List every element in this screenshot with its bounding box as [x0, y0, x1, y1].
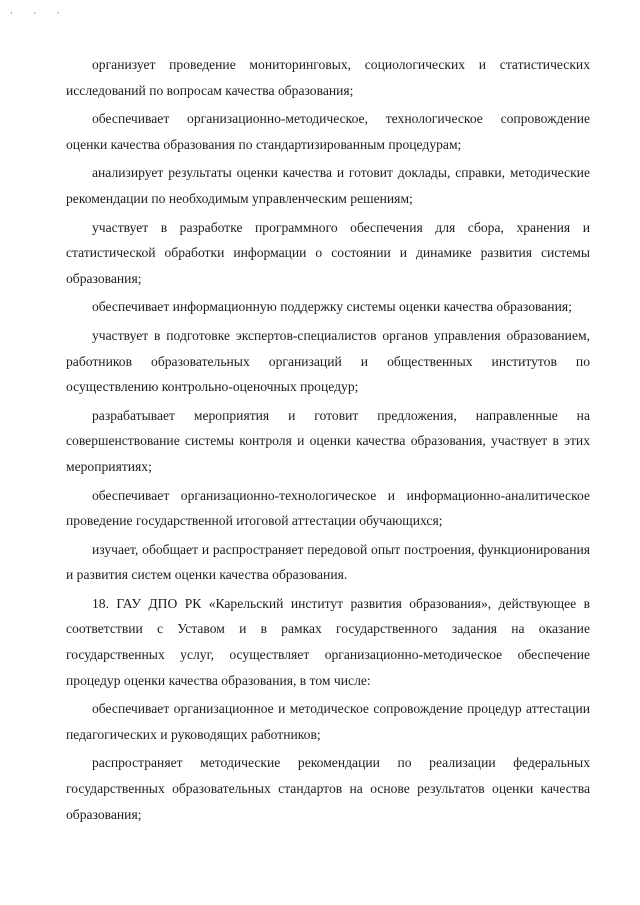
list-item: участвует в разработке программного обеспечения для сбора, хранения и статистической обработки информации о состоянии и динамике развития системы образования;	[66, 219, 590, 286]
list-item: обеспечивает информационную поддержку системы оценки качества образования;	[92, 299, 572, 315]
list-item: изучает, обобщает и распространяет передовой опыт построения, функционирования и развития систем оценки качества образования.	[66, 541, 590, 583]
list-item: анализирует результаты оценки качества и готовит доклады, справки, методические рекомендации по необходимым управленческим решениям;	[66, 165, 590, 206]
list-item: организует проведение мониторинговых, социологических и статистических исследований по вопросам качества образования;	[66, 57, 590, 98]
list-item: участвует в подготовке экспертов-специалистов органов управления образованием, работников образовательных организаций и общественных институтов по осуществлению контрольно-оценочных процедур;	[66, 327, 590, 395]
list-item: обеспечивает организационно-технологическое и информационно-аналитическое проведение государственной итоговой аттестации обучающихся;	[66, 487, 590, 529]
document-body	[66, 52, 590, 830]
list-item: обеспечивает организационно-методическое, технологическое сопровождение оценки качества образования по стандартизированным процедурам;	[66, 111, 590, 152]
list-item: обеспечивает организационное и методическое сопровождение процедур аттестации педагогических и руководящих работников;	[66, 701, 590, 742]
section-paragraph-18: 18. ГАУ ДПО РК «Карельский институт развития образования», действующее в соответствии с Уставом и в рамках государственного задания на оказание государственных услуг, осуществляет организационно-методическое обеспечение процедур оценки качества образования, в том числе:	[66, 595, 590, 688]
scan-specks: · · ·	[10, 8, 69, 18]
list-item: разрабатывает мероприятия и готовит предложения, направленные на совершенствование системы контроля и оценки качества образования, участвует в этих мероприятиях;	[66, 407, 590, 474]
list-item: распространяет методические рекомендации по реализации федеральных государственных образовательных стандартов на основе результатов оценки качества образования;	[66, 755, 590, 822]
